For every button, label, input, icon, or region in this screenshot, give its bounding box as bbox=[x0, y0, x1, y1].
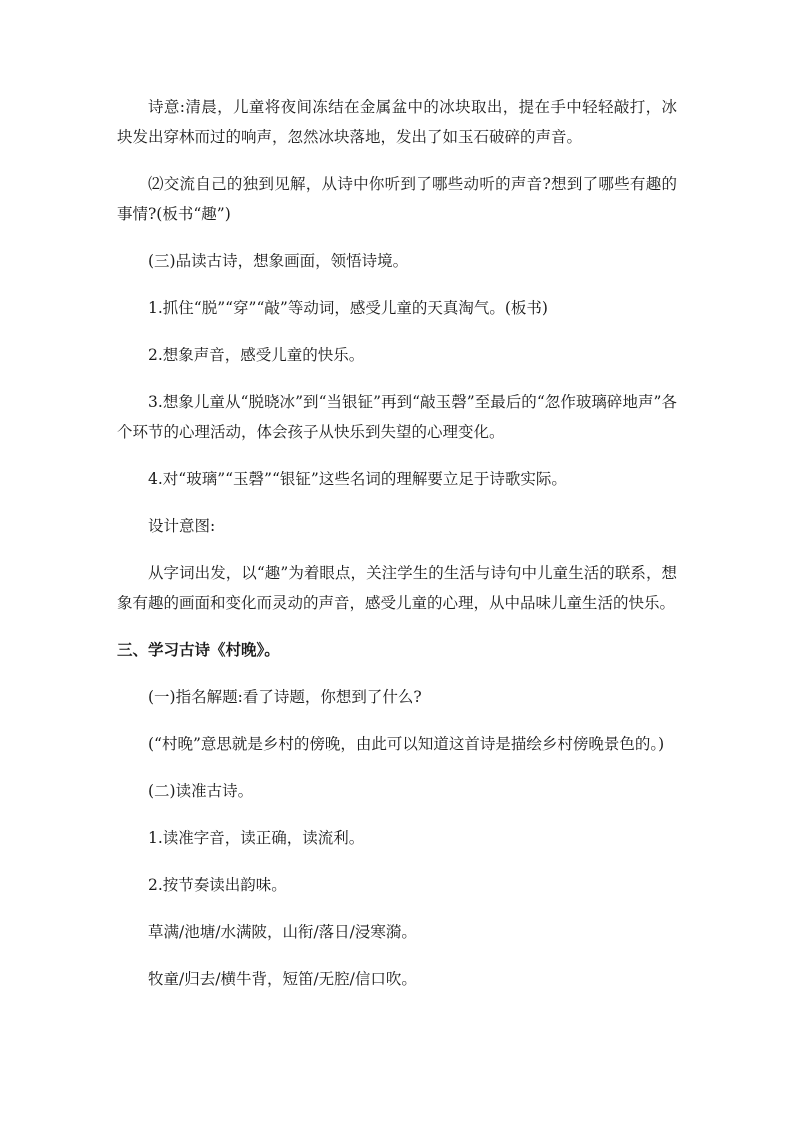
paragraph-section-three: (三)品读古诗，想象画面，领悟诗境。 bbox=[148, 252, 409, 270]
paragraph-item-1: 1.抓住“脱”“穿”“敲”等动词，感受儿童的天真淘气。(板书) bbox=[148, 299, 548, 317]
paragraph-read-item-1: 1.读准字音，读正确，读流利。 bbox=[148, 829, 365, 847]
poem-line-1: 草满/池塘/水满陂，山衔/落日/浸寒漪。 bbox=[148, 923, 417, 941]
paragraph-title-meaning: (“村晚”意思就是乡村的傍晚，由此可以知道这首诗是描绘乡村傍晚景色的。) bbox=[148, 735, 665, 753]
poem-line-2: 牧童/归去/横牛背，短笛/无腔/信口吹。 bbox=[148, 970, 417, 988]
paragraph-discussion: ⑵交流自己的独到见解，从诗中你听到了哪些动听的声音?想到了哪些有趣的事情?(板书“趣”) bbox=[117, 175, 677, 223]
section-heading: 三、学习古诗《村晚》。 bbox=[117, 641, 280, 659]
paragraph-poem-meaning: 诗意:清晨，儿童将夜间冻结在金属盆中的冰块取出，提在手中轻轻敲打，冰块发出穿林而过的响声，忽然冰块落地，发出了如玉石破碎的声音。 bbox=[117, 98, 677, 146]
paragraph-read-item-2: 2.按节奏读出韵味。 bbox=[148, 876, 287, 894]
document-body bbox=[117, 92, 677, 1011]
paragraph-title-explanation: (一)指名解题:看了诗题，你想到了什么? bbox=[148, 688, 422, 706]
paragraph-read-poem: (二)读准古诗。 bbox=[148, 782, 254, 800]
paragraph-item-4: 4.对“玻璃”“玉磬”“银钲”这些名词的理解要立足于诗歌实际。 bbox=[148, 470, 567, 488]
paragraph-item-2: 2.想象声音，感受儿童的快乐。 bbox=[148, 346, 365, 364]
paragraph-item-3: 3.想象儿童从“脱晓冰”到“当银钲”再到“敲玉磬”至最后的“忽作玻璃碎地声”各个环节的心理活动，体会孩子从快乐到失望的心理变化。 bbox=[117, 393, 677, 441]
paragraph-design-intent: 从字词出发，以“趣”为着眼点，关注学生的生活与诗句中儿童生活的联系，想象有趣的画面和变化而灵动的声音，感受儿童的心理，从中品味儿童生活的快乐。 bbox=[117, 564, 677, 612]
paragraph-design-intent-label: 设计意图: bbox=[148, 517, 216, 535]
